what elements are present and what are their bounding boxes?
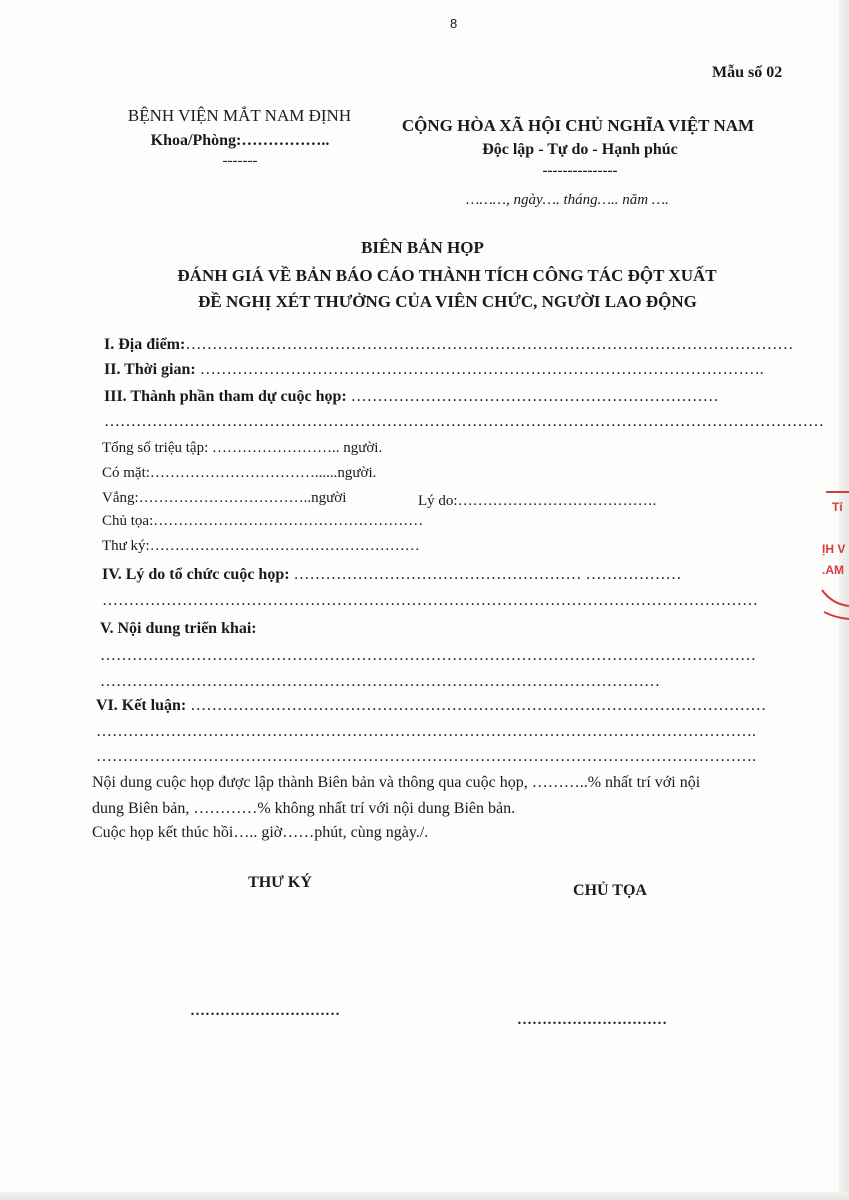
- closing-line-1: Nội dung cuộc họp được lập thành Biên bản và thông qua cuộc họp, ………..% nhất trí với nội: [92, 774, 701, 791]
- purpose-label: IV. Lý do tổ chức cuộc họp:: [102, 566, 290, 583]
- stamp-text-middle: ỊH V: [822, 542, 846, 556]
- secretary-title: THƯ KÝ: [248, 874, 312, 891]
- conclusion-label: VI. Kết luận:: [96, 697, 187, 714]
- motto: Độc lập - Tự do - Hạnh phúc: [482, 141, 678, 158]
- time-fill: …………………………………………………………………………………………….: [199, 361, 764, 378]
- document-title: BIÊN BẢN HỌP: [361, 238, 484, 257]
- page-number: 8: [450, 16, 458, 31]
- chair-field: Chủ tọa:………………………………………………: [102, 513, 424, 529]
- absence-reason: Lý do:………………………………….: [418, 493, 657, 509]
- content-line-2: ……………………………………………………………………………………………: [100, 673, 660, 690]
- secretary-field: Thư ký:………………………………………………: [102, 538, 420, 554]
- secretary-signature-line: …………………………: [190, 1003, 340, 1019]
- content-line-1: ……………………………………………………………………………………………………………: [100, 647, 756, 664]
- department-field: Khoa/Phòng:……………..: [150, 132, 330, 149]
- purpose-row: [102, 566, 682, 584]
- conclusion-fill: ………………………………………………………………………………………………: [190, 697, 767, 714]
- participants-line-2: ………………………………………………………………………………………………………………………: [104, 413, 824, 430]
- present-count: Có mặt:……………………………......người.: [102, 465, 377, 481]
- time-label: II. Thời gian:: [104, 361, 196, 378]
- left-header-rule: -------: [222, 153, 258, 169]
- form-code: Mẫu số 02: [712, 64, 783, 81]
- hospital-name: BỆNH VIỆN MẮT NAM ĐỊNH: [127, 106, 352, 125]
- stamp-text-top: Tỉ: [832, 500, 843, 514]
- participants-fill: ……………………………………………………………: [350, 388, 719, 405]
- content-label: V. Nội dung triển khai:: [100, 620, 257, 637]
- date-line: ………, ngày…. tháng….. năm ….: [466, 192, 669, 208]
- chair-title: CHỦ TỌA: [573, 882, 647, 899]
- document-subtitle-1: ĐÁNH GIÁ VỀ BẢN BÁO CÁO THÀNH TÍCH CÔNG TÁC ĐỘT XUẤT: [177, 266, 717, 285]
- total-summoned: Tổng số triệu tập: …………………….. người.: [102, 440, 383, 456]
- chair-signature-line: …………………………: [517, 1012, 667, 1028]
- location-label: I. Địa điểm:: [104, 336, 186, 353]
- conclusion-line-2: …………………………………………………………………………………………………………….: [96, 723, 756, 740]
- location-row: [104, 336, 793, 354]
- scan-edge-bottom: [0, 1192, 849, 1200]
- participants-label: III. Thành phần tham dự cuộc họp:: [104, 388, 347, 405]
- time-row: [104, 361, 764, 379]
- absent-count: Vắng:……………………………..người: [102, 490, 347, 506]
- purpose-fill: ……………………………………………… ………………: [293, 566, 682, 583]
- republic-heading: CỘNG HÒA XÃ HỘI CHỦ NGHĨA VIỆT NAM: [401, 116, 755, 135]
- closing-line-2: dung Biên bản, …………% không nhất trí với nội dung Biên bản.: [92, 800, 516, 817]
- right-header-rule: ---------------: [542, 163, 618, 179]
- conclusion-line-3: …………………………………………………………………………………………………………….: [96, 748, 756, 765]
- location-fill: ……………………………………………………………………………………………………: [185, 336, 794, 353]
- stamp-text-bottom: .AM: [822, 563, 844, 577]
- participants-row: [104, 388, 719, 406]
- conclusion-row: [96, 697, 766, 715]
- purpose-line-2: ……………………………………………………………………………………………………………: [102, 592, 758, 609]
- document-subtitle-2: ĐỀ NGHỊ XÉT THƯỞNG CỦA VIÊN CHỨC, NGƯỜI LAO ĐỘNG: [198, 292, 697, 311]
- closing-line-3: Cuộc họp kết thúc hồi….. giờ……phút, cùng ngày./.: [92, 824, 429, 841]
